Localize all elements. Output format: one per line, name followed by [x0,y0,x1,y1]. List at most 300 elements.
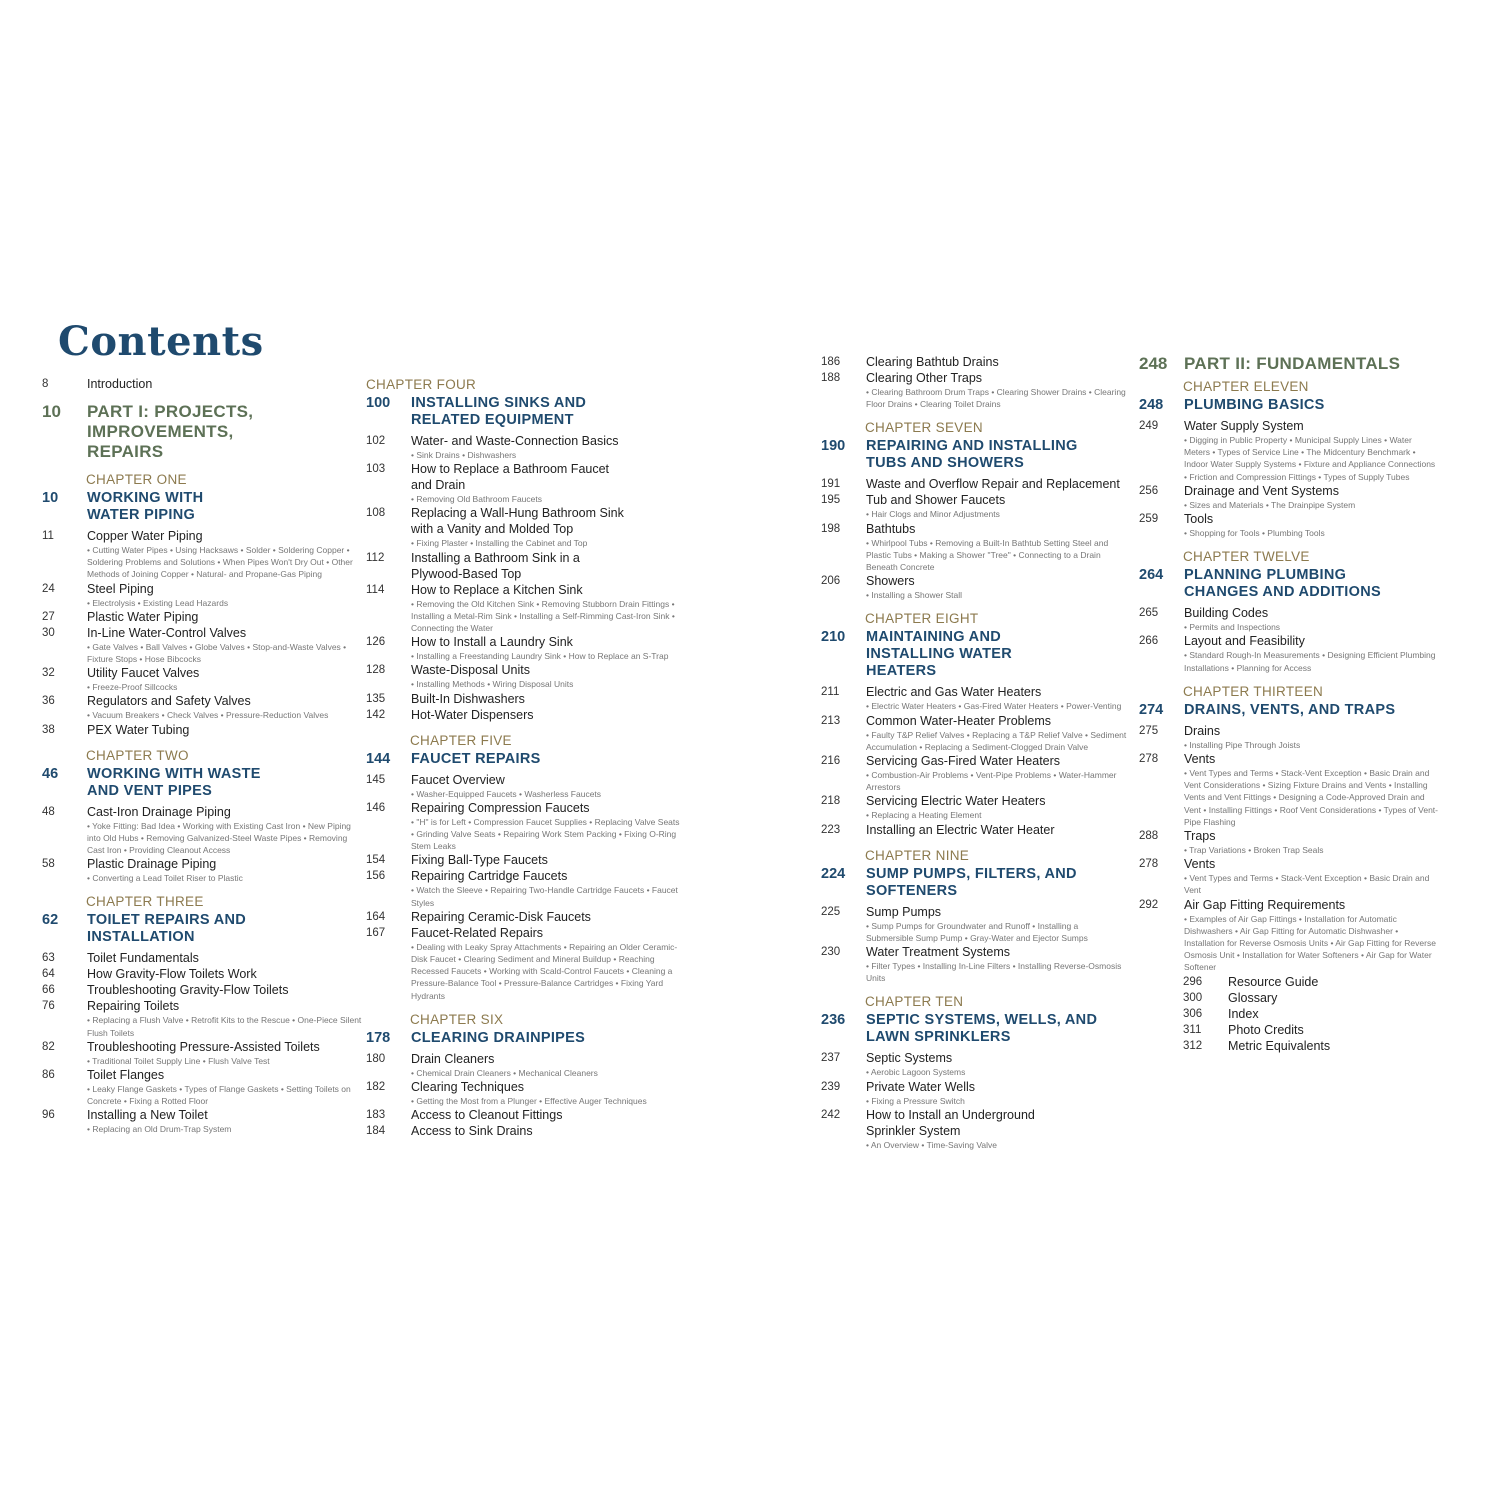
entry-title: Showers [866,574,915,589]
toc-entry[interactable] [821,1107,1127,1151]
page-number: 154 [366,854,386,867]
entry-title: Repairing Compression Faucets [411,800,590,815]
toc-entry[interactable] [821,573,1127,601]
page-number: 100 [366,395,391,411]
page-number: 63 [42,952,55,965]
toc-entry[interactable] [42,804,362,857]
toc-entry[interactable] [1139,605,1439,633]
toc-entry[interactable] [1139,751,1439,828]
entry-title: In-Line Water-Control Valves [87,625,247,640]
chapter-label: CHAPTER EIGHT [865,611,979,627]
entry-title: Troubleshooting Gravity-Flow Toilets [87,983,289,998]
chapter-label: CHAPTER FIVE [410,732,512,748]
page-number: 182 [366,1081,386,1094]
entry-title: Drain Cleaners [411,1051,495,1066]
chapter-heading[interactable] [366,751,684,768]
page-number: 306 [1183,1007,1203,1020]
toc-entry[interactable] [1183,1006,1439,1022]
entry-title: PEX Water Tubing [87,722,190,737]
page-number: 242 [821,1108,841,1121]
toc-entry[interactable] [1183,1022,1439,1038]
entry-subtopics: • Electrolysis • Existing Lead Hazards [87,597,229,608]
page-number: 184 [366,1125,386,1138]
entry-subtopics: • Replacing a Flush Valve • Retrofit Kits to the Rescue • One-Piece Silent Flush Toilets [87,1015,362,1038]
part-title: PART I: PROJECTS, IMPROVEMENTS, REPAIRS [87,402,254,461]
entry-title: Fixing Ball-Type Faucets [411,853,548,868]
chapter-heading[interactable] [366,395,684,429]
entry-subtopics: • Removing Old Bathroom Faucets [411,494,543,505]
entry-title: Air Gap Fitting Requirements [1184,897,1346,912]
chapter-heading[interactable] [821,866,1127,900]
entry-title: Vents [1184,752,1216,767]
chapter-label: CHAPTER TEN [865,994,964,1010]
entry-subtopics: • Vacuum Breakers • Check Valves • Pressure-Reduction Valves [87,710,329,721]
part-heading[interactable] [42,402,362,462]
chapter-heading[interactable] [821,438,1127,472]
entry-subtopics: • Aerobic Lagoon Systems [866,1067,966,1078]
entry-subtopics: • Faulty T&P Relief Valves • Replacing a T&P Relief Valve • Sediment Accumulation • Replacing a Sediment-Clogged Drain Valve [866,729,1127,752]
chapter-label: CHAPTER ELEVEN [1183,379,1309,394]
chapter-title: SEPTIC SYSTEMS, WELLS, AND LAWN SPRINKLERS [866,1012,1098,1046]
chapter-title: INSTALLING SINKS AND RELATED EQUIPMENT [411,395,587,428]
chapter-title: FAUCET REPAIRS [411,750,541,767]
chapter-title: PLUMBING BASICS [1184,397,1325,413]
entry-subtopics: • Installing a Shower Stall [866,590,963,601]
chapter-title: MAINTAINING AND INSTALLING WATER HEATERS [866,629,1013,680]
chapter-title: PLANNING PLUMBING CHANGES AND ADDITIONS [1184,567,1381,601]
entry-subtopics: • Getting the Most from a Plunger • Effective Auger Techniques [411,1096,647,1107]
page-number: 178 [366,1029,391,1046]
page-number: 266 [1139,635,1159,648]
page-number: 264 [1139,567,1164,584]
toc-entry[interactable] [42,856,362,884]
toc-entry[interactable] [1183,990,1439,1006]
entry-subtopics: • Examples of Air Gap Fittings • Installation for Automatic Dishwashers • Air Gap Fitting for Automatic Dishwasher • Installation for Reverse Osmosis Units • Air Gap Fitting for Reverse Osmosis Unit • Installation for Water Softeners • Air Gap for Water Softener [1184,913,1436,973]
page-number: 102 [366,435,386,447]
chapter-heading[interactable] [42,912,362,946]
entry-title: Regulators and Safety Valves [87,694,251,709]
chapter-heading[interactable] [366,1030,684,1047]
toc-entry[interactable] [366,868,684,908]
page-number: 248 [1139,397,1164,413]
part-heading[interactable] [1139,354,1439,374]
chapter-label: CHAPTER FOUR [366,377,477,392]
toc-entry[interactable] [821,354,1127,370]
toc-entry[interactable] [821,713,1127,753]
toc-entry[interactable] [1139,723,1439,751]
entry-title: Repairing Toilets [87,999,180,1014]
entry-title: Water Treatment Systems [866,945,1011,960]
page-number: 312 [1183,1039,1203,1052]
entry-title: Installing a Bathroom Sink in a Plywood-Based Top [411,550,580,581]
entry-title: Hot-Water Dispensers [411,707,534,722]
page-number: 32 [42,667,55,680]
toc-entry[interactable] [1139,483,1439,511]
chapter-label: CHAPTER TWO [86,747,189,763]
page-number: 188 [821,372,841,384]
chapter-title: SUMP PUMPS, FILTERS, AND SOFTENERS [866,865,1077,899]
toc-entry[interactable] [366,772,684,800]
toc-entry[interactable] [366,433,684,461]
toc-entry[interactable] [821,944,1127,984]
entry-title: Access to Sink Drains [411,1124,533,1139]
page-number: 36 [42,695,55,708]
page-number: 300 [1183,991,1203,1004]
entry-title: Plastic Drainage Piping [87,857,217,872]
page-number: 265 [1139,607,1159,620]
entry-subtopics: • Converting a Lead Toilet Riser to Plastic [87,873,243,884]
chapter-title: CLEARING DRAINPIPES [411,1029,586,1046]
page-number: 183 [366,1109,386,1122]
chapter-heading[interactable] [42,490,362,524]
page-number: 259 [1139,513,1159,526]
entry-title: How to Replace a Kitchen Sink [411,582,583,597]
entry-title: Plastic Water Piping [87,609,199,624]
chapter-heading[interactable] [1139,702,1439,719]
entry-subtopics: • Yoke Fitting: Bad Idea • Working with Existing Cast Iron • New Piping into Old Hubs • Removing Galvanized-Steel Waste Pipes • Removing Cast Iron • Providing Cleanout Access [87,820,351,856]
toc-entry[interactable] [366,1051,684,1079]
page-number: 38 [42,723,55,736]
page-number: 8 [42,378,49,390]
page-number: 58 [42,858,55,871]
toc-entry[interactable] [821,521,1127,574]
chapter-label: CHAPTER THREE [86,894,204,910]
toc-entry[interactable] [821,492,1127,520]
entry-title: Index [1228,1006,1259,1021]
toc-entry[interactable] [821,1050,1127,1078]
toc-column-4 [1139,354,1439,1054]
entry-title: Clearing Techniques [411,1080,525,1095]
page-number: 135 [366,692,386,705]
page-number: 288 [1139,830,1159,843]
entry-title: Private Water Wells [866,1079,976,1094]
toc-entry[interactable] [366,925,684,1002]
toc-entry[interactable] [42,581,362,609]
page-number: 230 [821,946,841,959]
page-number: 82 [42,1040,55,1053]
entry-subtopics: • Electric Water Heaters • Gas-Fired Water Heaters • Power-Venting [866,701,1122,712]
toc-entry[interactable] [366,852,684,868]
page-number: 218 [821,795,841,808]
entry-title: How to Install an Underground Sprinkler System [866,1107,1035,1138]
page-number: 167 [366,926,386,939]
entry-title: Photo Credits [1228,1022,1304,1037]
page-number: 103 [366,463,386,476]
page-number: 112 [366,551,385,564]
page-number: 146 [366,801,386,814]
toc-entry[interactable] [1139,856,1439,896]
entry-subtopics: • Hair Clogs and Minor Adjustments [866,509,1000,520]
page-number: 96 [42,1109,55,1122]
page-number: 128 [366,664,386,677]
chapter-title: DRAINS, VENTS, AND TRAPS [1184,701,1396,718]
page-number: 142 [366,708,386,721]
entry-title: Waste-Disposal Units [411,663,531,678]
entry-subtopics: • Washer-Equipped Faucets • Washerless Faucets [411,788,602,799]
toc-entry[interactable] [1139,633,1439,673]
entry-subtopics: • Traditional Toilet Supply Line • Flush Valve Test [87,1055,270,1066]
toc-entry[interactable] [42,722,362,738]
entry-subtopics: • Cutting Water Pipes • Using Hacksaws • Solder • Soldering Copper • Soldering Problems and Solutions • When Pipes Won't Dry Out • Other Methods of Joining Copper • Natural- and Propane-Gas Piping [87,545,353,580]
toc-entry[interactable] [366,550,684,582]
entry-title: Septic Systems [866,1051,953,1066]
entry-title: Copper Water Piping [87,529,203,543]
entry-title: Vents [1184,857,1216,872]
toc-entry[interactable] [366,1079,684,1107]
toc-entry[interactable] [42,1067,362,1107]
page-number: 64 [42,968,55,981]
entry-title: Traps [1184,829,1216,844]
toc-entry[interactable] [366,691,684,707]
chapter-heading[interactable] [1139,397,1439,414]
toc-entry[interactable] [1139,418,1439,483]
chapter-title: TOILET REPAIRS AND INSTALLATION [87,912,247,946]
page-number: 296 [1183,975,1203,988]
entry-title: Installing a New Toilet [87,1108,208,1123]
page-number: 216 [821,755,841,768]
toc-entry[interactable] [42,1039,362,1067]
entry-title: Replacing a Wall-Hung Bathroom Sink with a Vanity and Molded Top [411,506,624,537]
entry-title: Clearing Other Traps [866,371,983,385]
page-number: 278 [1139,858,1159,871]
toc-entry[interactable] [821,822,1127,838]
entry-subtopics: • Filter Types • Installing In-Line Filters • Installing Reverse-Osmosis Units [866,961,1122,984]
entry-title: Tools [1184,512,1214,527]
page-number: 239 [821,1080,841,1093]
toc-entry[interactable] [42,982,362,998]
entry-title: Servicing Gas-Fired Water Heaters [866,754,1061,769]
entry-subtopics: • Leaky Flange Gaskets • Types of Flange Gaskets • Setting Toilets on Concrete • Fixing a Rotted Floor [87,1084,351,1107]
entry-title: How to Replace a Bathroom Faucet and Drain [411,462,610,493]
entry-title: Sump Pumps [866,904,942,919]
entry-title: Installing an Electric Water Heater [866,822,1055,837]
entry-title: Cast-Iron Drainage Piping [87,804,231,819]
page-number: 10 [42,402,61,421]
entry-title: Waste and Overflow Repair and Replacement [866,477,1120,492]
page-number: 10 [42,490,59,506]
entry-title: Utility Faucet Valves [87,666,200,681]
entry-title: Troubleshooting Pressure-Assisted Toilets [87,1039,320,1054]
entry-title: Electric and Gas Water Heaters [866,685,1042,700]
toc-entry[interactable] [42,665,362,693]
page-number: 27 [42,610,55,623]
entry-subtopics: • Installing Methods • Wiring Disposal Units [411,679,574,690]
toc-entry[interactable] [366,461,684,505]
chapter-label: CHAPTER SEVEN [865,420,983,436]
entry-title: Faucet-Related Repairs [411,925,544,940]
page-number: 24 [42,582,55,595]
entry-title: Drains [1184,723,1221,738]
entry-title: How Gravity-Flow Toilets Work [87,967,257,982]
chapter-label: CHAPTER THIRTEEN [1183,683,1324,699]
entry-title: Servicing Electric Water Heaters [866,794,1046,809]
page-number: 223 [821,823,841,836]
toc-entry[interactable] [1183,1038,1439,1054]
toc-entry[interactable] [821,904,1127,944]
entry-subtopics: • Fixing a Pressure Switch [866,1095,965,1106]
page-number: 248 [1139,354,1168,373]
page-number: 190 [821,438,846,455]
page-number: 292 [1139,898,1159,911]
toc-entry[interactable] [821,370,1127,410]
toc-entry[interactable] [366,634,684,662]
entry-title: Metric Equivalents [1228,1038,1331,1053]
page-number: 225 [821,905,841,918]
toc-entry[interactable] [42,625,362,665]
entry-title: Faucet Overview [411,772,505,787]
entry-subtopics: • "H" is for Left • Compression Faucet Supplies • Replacing Valve Seats • Grinding Valve Seats • Repairing Work Stem Packing • Fixing O-Ring Stem Leaks [411,816,680,852]
part-title: PART II: FUNDAMENTALS [1184,354,1401,373]
entry-subtopics: • Replacing an Old Drum-Trap System [87,1124,232,1135]
chapter-title: REPAIRING AND INSTALLING TUBS AND SHOWERS [866,438,1078,472]
entry-title: Resource Guide [1228,974,1319,989]
page-number: 195 [821,494,841,507]
page-number: 237 [821,1052,841,1065]
page-number: 275 [1139,724,1159,737]
entry-title: Water Supply System [1184,419,1304,433]
toc-entry[interactable] [366,505,684,549]
entry-subtopics: • Gate Valves • Ball Valves • Globe Valves • Stop-and-Waste Valves • Fixture Stops • Hose Bibcocks [87,641,347,665]
page-number: 114 [366,583,385,596]
page-number: 156 [366,870,386,883]
page-number: 198 [821,522,841,535]
entry-subtopics: • Replacing a Heating Element [866,810,982,821]
page-number: 126 [366,636,386,649]
toc-entry[interactable] [42,1107,362,1135]
page-number: 145 [366,773,386,786]
entry-title: Toilet Flanges [87,1068,165,1083]
chapter-title: WORKING WITH WATER PIPING [87,490,204,523]
toc-entry[interactable] [821,793,1127,821]
chapter-label: CHAPTER SIX [410,1011,504,1027]
page-number: 211 [821,686,840,699]
toc-entry[interactable] [1139,511,1439,539]
page-number: 46 [42,765,59,782]
entry-title: Repairing Cartridge Faucets [411,869,568,884]
page-title: Contents [58,318,264,365]
chapter-label: CHAPTER TWELVE [1183,549,1310,565]
toc-entry[interactable] [366,582,684,635]
page-number: 186 [821,356,841,368]
entry-subtopics: • Installing a Freestanding Laundry Sink • How to Replace an S-Trap [411,651,669,662]
toc-entry[interactable] [366,909,684,925]
toc-entry[interactable] [366,800,684,853]
toc-entry[interactable] [821,1079,1127,1107]
toc-entry[interactable] [42,528,362,581]
toc-entry[interactable] [821,476,1127,492]
entry-subtopics: • Sink Drains • Dishwashers [411,450,517,460]
chapter-heading[interactable] [42,766,362,800]
entry-title: Introduction [87,377,153,391]
entry-title: Common Water-Heater Problems [866,713,1052,728]
chapter-heading[interactable] [1139,567,1439,601]
entry-subtopics: • Digging in Public Property • Municipal Supply Lines • Water Meters • Types of Service Line • The Midcentury Benchmark • Indoor Water Supply Systems • Fixture and Appliance Connections • Friction and Compression Fittings • Types of Supply Tubes [1184,435,1436,482]
entry-subtopics: • Sizes and Materials • The Drainpipe System [1184,499,1356,510]
entry-subtopics: • Freeze-Proof Sillcocks [87,682,178,693]
entry-subtopics: • Clearing Bathroom Drum Traps • Clearing Shower Drains • Clearing Floor Drains • Clearing Toilet Drains [866,387,1126,410]
page-number: 274 [1139,701,1164,718]
entry-title: Bathtubs [866,521,916,536]
page-number: 62 [42,912,59,929]
entry-title: How to Install a Laundry Sink [411,635,573,650]
toc-entry[interactable] [42,998,362,1038]
entry-subtopics: • Chemical Drain Cleaners • Mechanical Cleaners [411,1067,598,1078]
chapter-label: CHAPTER NINE [865,847,970,863]
entry-subtopics: • Permits and Inspections [1184,622,1281,633]
toc-entry[interactable] [821,753,1127,793]
chapter-heading[interactable] [821,629,1127,680]
entry-title: Tub and Shower Faucets [866,493,1006,508]
toc-entry[interactable] [366,1123,684,1139]
chapter-label: CHAPTER ONE [86,472,187,487]
page-number: 180 [366,1052,386,1065]
entry-subtopics: • Vent Types and Terms • Stack-Vent Exception • Basic Drain and Vent Considerations • Sizing Fixture Drains and Vents • Installing Vents and Vent Fittings • Designing a Code-Approved Drain and Vent • Installing Fittings • Roof Vent Considerations • Types of Vent-Pipe Flashing [1184,768,1438,827]
entry-title: Clearing Bathtub Drains [866,355,999,369]
entry-subtopics: • Dealing with Leaky Spray Attachments • Repairing an Older Ceramic-Disk Faucet • Clearing Sediment and Mineral Buildup • Reaching Recessed Faucets • Working with Scald-Control Faucets • Cleaning a Pressure-Balance Tool • Pressure-Balance Cartridges • Fixing Yard Hydrants [411,941,678,1001]
toc-column-2 [366,376,684,1139]
entry-title: Layout and Feasibility [1184,634,1305,649]
page-number: 11 [42,530,54,542]
entry-subtopics: • An Overview • Time-Saving Valve [866,1139,997,1150]
chapter-heading[interactable] [821,1012,1127,1046]
page-number: 144 [366,750,391,767]
toc-entry[interactable] [1183,974,1439,990]
chapter-title: WORKING WITH WASTE AND VENT PIPES [87,765,261,799]
page-number: 164 [366,910,386,923]
entry-title: Repairing Ceramic-Disk Faucets [411,909,591,924]
toc-entry[interactable] [821,684,1127,712]
page-number: 86 [42,1069,55,1082]
entry-subtopics: • Combustion-Air Problems • Vent-Pipe Problems • Water-Hammer Arrestors [866,770,1117,793]
entry-subtopics: • Fixing Plaster • Installing the Cabinet and Top [411,538,588,549]
entry-title: Steel Piping [87,581,154,596]
entry-title: Toilet Fundamentals [87,951,199,966]
page-number: 236 [821,1012,846,1029]
toc-entry[interactable] [366,662,684,690]
entry-subtopics: • Shopping for Tools • Plumbing Tools [1184,528,1325,539]
entry-subtopics: • Vent Types and Terms • Stack-Vent Exception • Basic Drain and Vent [1184,873,1430,896]
toc-entry[interactable] [42,376,362,392]
entry-subtopics: • Watch the Sleeve • Repairing Two-Handle Cartridge Faucets • Faucet Styles [411,885,678,908]
toc-entry[interactable] [42,609,362,625]
toc-entry[interactable] [42,950,362,966]
page-number: 213 [821,714,841,727]
entry-subtopics: • Trap Variations • Broken Trap Seals [1184,845,1324,856]
entry-title: Access to Cleanout Fittings [411,1108,563,1123]
page-number: 311 [1183,1023,1202,1036]
toc-entry[interactable] [366,707,684,723]
page-number: 249 [1139,420,1159,432]
entry-title: Drainage and Vent Systems [1184,483,1339,498]
entry-title: Built-In Dishwashers [411,691,525,706]
page-number: 66 [42,984,55,997]
back-matter [1139,974,1439,1054]
entry-subtopics: • Standard Rough-In Measurements • Designing Efficient Plumbing Installations • Planning for Access [1184,650,1436,673]
toc-entry[interactable] [42,693,362,721]
toc-column-3 [821,354,1127,1151]
toc-column-1 [42,376,362,1136]
entry-subtopics: • Whirlpool Tubs • Removing a Built-In Bathtub Setting Steel and Plastic Tubs • Making a Shower "Tree" • Connecting to a Drain Beneath Concrete [866,537,1109,573]
toc-entry[interactable] [1139,828,1439,856]
page-number: 256 [1139,484,1159,497]
page-number: 278 [1139,753,1159,766]
toc-entry[interactable] [366,1107,684,1123]
page-number: 108 [366,507,386,520]
entry-title: Water- and Waste-Connection Basics [411,434,619,448]
toc-entry[interactable] [1139,897,1439,974]
toc-entry[interactable] [42,966,362,982]
page-number: 48 [42,805,55,818]
